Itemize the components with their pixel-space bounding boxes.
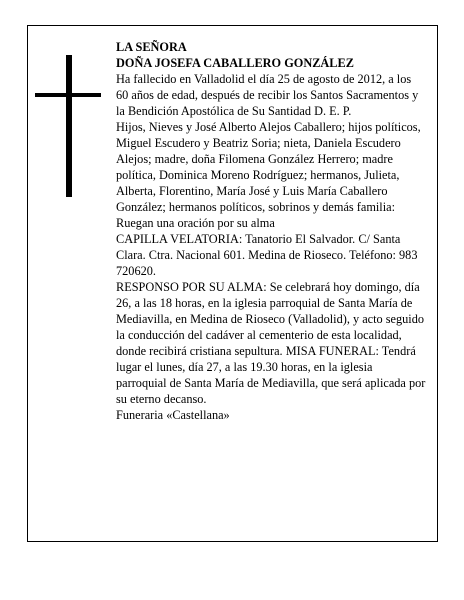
death-announcement: Ha fallecido en Valladolid el día 25 de agosto de 2012, a los 60 años de edad, después de recibir los Santos Sacramentos y la Bendición Apostólica de Su Santidad D. E. P. bbox=[116, 72, 419, 118]
responso-info: RESPONSO POR SU ALMA: Se celebrará hoy domingo, día 26, a las 18 horas, en la iglesia parroquial de Santa María de Mediavilla, en Medina de Rioseco (Valladolid), y acto seguido la conducción del cadáver al cementerio de esta localidad, donde recibirá cristiana sepultura. MISA FUNERAL: Tendrá lugar el lunes, día 27, a las 19.30 horas, en la iglesia parroquial de Santa María de Mediavilla, que será aplicada por su eterno decanso. bbox=[116, 280, 426, 406]
title-line-1: LA SEÑORA bbox=[116, 40, 187, 54]
funeral-home: Funeraria «Castellana» bbox=[116, 408, 230, 422]
cross-horizontal-bar bbox=[35, 93, 101, 97]
chapel-info: CAPILLA VELATORIA: Tanatorio El Salvador. C/ Santa Clara. Ctra. Nacional 601. Medina de Rioseco. Teléfono: 983 720620. bbox=[116, 232, 418, 278]
prayer-request: Ruegan una oración por su alma bbox=[116, 216, 275, 230]
obituary-text bbox=[116, 39, 426, 423]
cross-icon bbox=[35, 55, 101, 197]
deceased-name: DOÑA JOSEFA CABALLERO GONZÁLEZ bbox=[116, 56, 354, 70]
cross-vertical-bar bbox=[66, 55, 72, 197]
family-list: Hijos, Nieves y José Alberto Alejos Caballero; hijos políticos, Miguel Escudero y Beatriz Soria; nieta, Daniela Escudero Alejos; madre, doña Filomena González Herrero; madre política, Dominica Moreno Rodríguez; hermanos, Julieta, Alberta, Florentino, María José y Luis María Caballero González; hermanos políticos, sobrinos y demás familia: bbox=[116, 120, 421, 214]
